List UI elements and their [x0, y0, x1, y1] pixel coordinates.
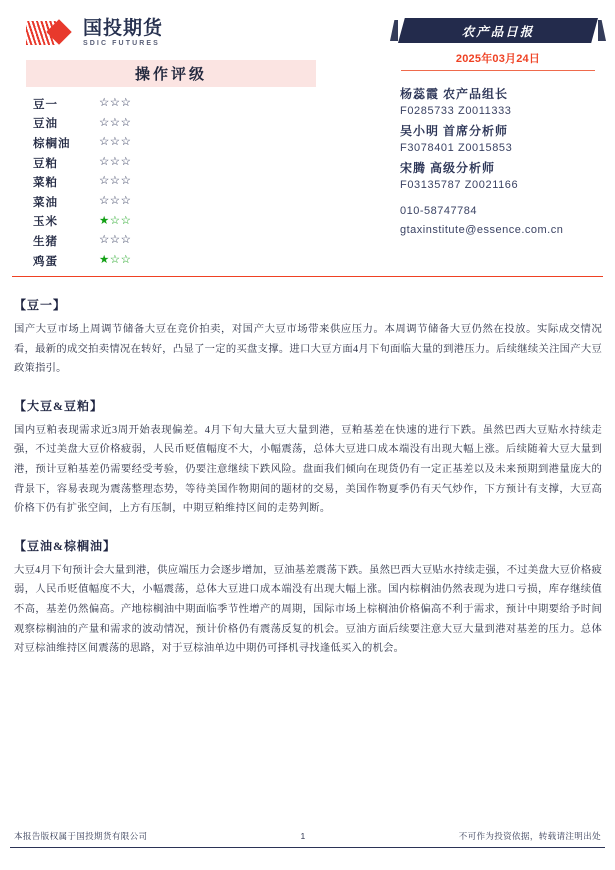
rating-list [26, 94, 316, 270]
rating-stars: ☆☆☆ [99, 116, 132, 129]
section-body-text: 大豆4月下旬预计会大量到港，供应端压力会逐步增加，豆油基差震荡下跌。虽然巴西大豆贴水持续走强，不过美盘大豆价格疲弱，人民币贬值幅度不大，小幅震荡，总体大豆进口成本端没有出现大幅上涨。国内棕榈油仍然表现为进口亏损，库存继续值不高，基差仍然偏高。产地棕榈油中期面临季节性增产的周期，国际市场上棕榈油价格偏高不利于需求，预计中期要给予时间观察棕榈油的产量和需求的波动情况，预计价格仍有震荡反复的机会。豆油方面后续要注意大豆大量到港对基差的压力。总体对豆棕油维持区间震荡的思路，对于豆棕油单边中期仍可择机寻找逢低买入的机会。 [14, 564, 602, 655]
report-section [14, 537, 602, 659]
analyst-name: 吴小明 首席分析师 [400, 124, 509, 138]
report-section [14, 296, 602, 379]
contact-block [398, 205, 598, 236]
rating-stars: ☆☆☆ [99, 195, 132, 208]
report-body [14, 296, 602, 677]
contact-email[interactable]: gtaxinstitute@essence.com.cn [400, 224, 564, 236]
header-divider [12, 276, 603, 277]
rating-row [26, 172, 316, 192]
rating-row [26, 114, 316, 134]
report-footer [14, 830, 601, 842]
rating-stars: ☆☆☆ [99, 175, 132, 188]
rating-stars: ★☆☆ [99, 214, 132, 227]
rating-row [26, 94, 316, 114]
operation-rating-panel [26, 60, 316, 270]
analyst-list [398, 85, 598, 191]
analyst-license-code: F03135787 Z0021166 [400, 179, 519, 191]
contact-phone: 010-58747784 [400, 205, 477, 217]
report-header [0, 0, 615, 270]
footer-page-number: 1 [300, 831, 306, 841]
analyst-name: 宋腾 高级分析师 [400, 161, 496, 175]
rating-row [26, 251, 316, 271]
analyst-name: 杨蕊霞 农产品组长 [400, 87, 509, 101]
company-logo [26, 18, 163, 48]
analyst-license-code: F0285733 Z0011333 [400, 105, 512, 117]
footer-divider [10, 847, 605, 848]
section-body-text: 国内豆粕表现需求近3周开始表现偏差。4月下旬大量大豆大量到港，豆粕基差在快速的进行下跌。虽然巴西大豆贴水持续走强，不过美盘大豆价格疲弱，人民币贬值幅度不大，小幅震荡，总体大豆进口成本端没有出现大幅上涨。后续随着大豆大量到港，预计豆粕基差仍需要经受考验，仍要注意继续下跌风险。盘面我们倾向在现货仍有一定正基差以及未来预期到港量庞大的背景下，容易表现为震荡整理态势，等待美国作物期间的题材的交易，美国作物夏季仍有天气炒作，下方预计有支撑，大豆高价格下仍有扩张空间，上方有压制，中期豆粕维持区间的走势判断。 [14, 424, 602, 515]
footer-disclaimer: 不可作为投资依据，转载请注明出处 [458, 831, 601, 841]
logo-text [83, 19, 163, 47]
section-title: 【大豆&豆粕】 [14, 398, 103, 413]
report-date: 2025年03月24日 [455, 53, 541, 65]
banner-title: 农产品日报 [461, 24, 535, 39]
section-title: 【豆油&棕榈油】 [14, 538, 116, 553]
rating-row [26, 231, 316, 251]
logo-mark-icon [26, 20, 78, 46]
rating-stars: ☆☆☆ [99, 97, 132, 110]
rating-stars: ★☆☆ [99, 253, 132, 266]
logo-name-cn: 国投期货 [83, 18, 164, 39]
rating-commodity-name: 生猪 [33, 235, 58, 248]
rating-row [26, 192, 316, 212]
rating-commodity-name: 豆油 [33, 118, 58, 131]
footer-copyright: 本报告版权属于国投期货有限公司 [14, 831, 148, 841]
report-type-banner [398, 18, 598, 43]
analyst-license-code: F3078401 Z0015853 [400, 142, 513, 154]
rating-panel-title: 操作评级 [134, 67, 207, 83]
rating-stars: ☆☆☆ [99, 155, 132, 168]
section-title: 【豆一】 [14, 298, 67, 312]
rating-panel-title-bar [26, 60, 316, 87]
banner-right-accent [598, 20, 606, 41]
rating-stars: ☆☆☆ [99, 234, 132, 247]
rating-commodity-name: 豆一 [33, 98, 58, 111]
rating-commodity-name: 菜油 [33, 196, 58, 209]
date-underline [401, 70, 595, 71]
rating-stars: ☆☆☆ [99, 136, 132, 149]
rating-commodity-name: 棕榈油 [33, 137, 71, 150]
rating-row [26, 133, 316, 153]
rating-commodity-name: 豆粕 [33, 157, 58, 170]
logo-name-en: SDIC FUTURES [83, 40, 160, 47]
header-right-column [398, 18, 598, 243]
rating-row [26, 212, 316, 232]
rating-commodity-name: 菜粕 [33, 177, 58, 190]
rating-row [26, 153, 316, 173]
rating-commodity-name: 玉米 [33, 216, 58, 229]
rating-commodity-name: 鸡蛋 [33, 255, 58, 268]
report-section [14, 397, 602, 519]
banner-left-accent [390, 20, 398, 41]
section-body-text: 国产大豆市场上周调节储备大豆在竞价拍卖，对国产大豆市场带来供应压力。本周调节储备大豆仍然在投放。实际成交情况看，最新的成交拍卖情况在转好，凸显了一定的买盘支撑。进口大豆方面4月下旬面临大量的到港压力。后续继续关注国产大豆政策指引。 [14, 324, 602, 375]
